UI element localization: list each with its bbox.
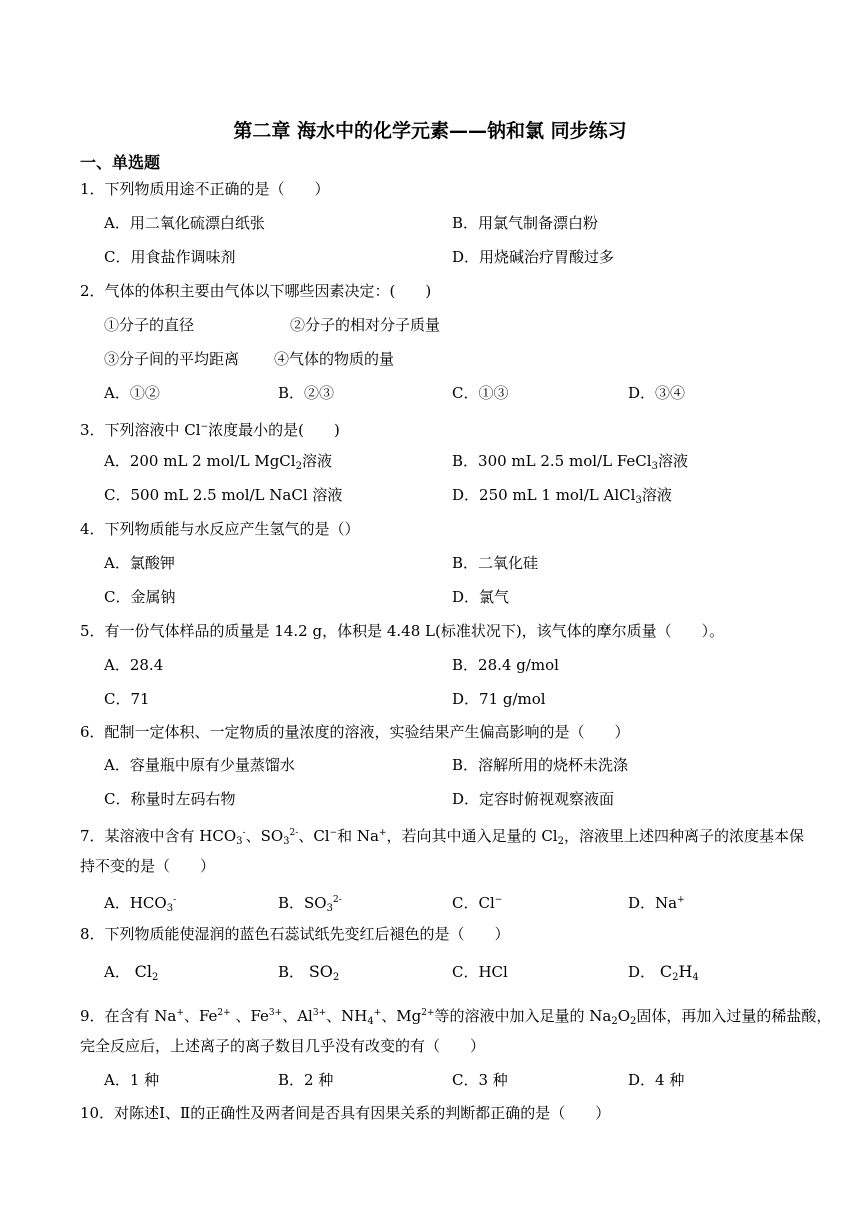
question-1-option-c: C．用食盐作调味剂 [104,248,236,266]
question-3-option-b: B．300 mL 2.5 mol/L FeCl$_3$溶液 [452,452,688,472]
question-8-option-b: B． $SO_2$ [278,962,340,983]
question-6-option-c: C．称量时左码右物 [104,790,236,808]
question-2-option-b: B．②③ [278,384,335,402]
question-8-option-d: D． $C_2H_4$ [628,962,699,983]
question-2-statement-4: ④气体的物质的量 [274,350,395,368]
question-4-option-c: C．金属钠 [104,588,176,606]
question-3-option-d: D．250 mL 1 mol/L AlCl$_3$溶液 [452,486,672,506]
question-9-option-c: C．3 种 [452,1071,508,1089]
question-3-option-c: C．500 mL 2.5 mol/L NaCl 溶液 [104,486,343,504]
question-1-option-d: D．用烧碱治疗胃酸过多 [452,248,615,266]
question-5-option-d: D．71 g/mol [452,690,546,708]
question-7-stem-line-2: 持不变的是（ ） [80,857,216,875]
question-2-statement-1: ①分子的直径 [104,316,195,334]
question-9-option-b: B．2 种 [278,1071,334,1089]
question-5-option-a: A．28.4 [104,656,164,674]
question-7-option-c: C．Cl− [452,894,503,912]
question-3-stem: 3．下列溶液中 Cl−浓度最小的是( ) [80,421,340,439]
question-3-option-a: A．200 mL 2 mol/L MgCl$_2$溶液 [104,452,332,472]
question-4-option-b: B．二氧化硅 [452,554,539,572]
question-1-stem: 1．下列物质用途不正确的是（ ） [80,180,330,198]
question-5-stem: 5．有一份气体样品的质量是 14.2 g，体积是 4.48 L(标准状况下)，该气体的摩尔质量（ ）。 [80,622,725,640]
section-heading: 一、单选题 [80,153,161,172]
question-2-option-d: D．③④ [628,384,686,402]
question-4-option-a: A．氯酸钾 [104,554,175,572]
question-8-stem: 8．下列物质能使湿润的蓝色石蕊试纸先变红后褪色的是（ ） [80,925,510,943]
question-4-option-d: D．氯气 [452,588,510,606]
question-10-stem: 10．对陈述Ⅰ、Ⅱ的正确性及两者间是否具有因果关系的判断都正确的是（ ） [80,1104,611,1122]
question-6-option-a: A．容量瓶中原有少量蒸馏水 [104,756,295,774]
question-2-statement-3: ③分子间的平均距离 [104,350,240,368]
question-6-stem: 6．配制一定体积、一定物质的量浓度的溶液，实验结果产生偏高影响的是（ ） [80,723,630,741]
question-8-option-a: A． $Cl_2$ [104,962,159,983]
question-5-option-c: C．71 [104,690,150,708]
question-6-option-d: D．定容时俯视观察液面 [452,790,615,808]
question-2-stem: 2．气体的体积主要由气体以下哪些因素决定：( ) [80,282,432,300]
question-7-option-d: D．Na+ [628,894,685,912]
question-1-option-b: B．用氯气制备漂白粉 [452,214,599,232]
question-6-option-b: B．溶解所用的烧杯未洗涤 [452,756,629,774]
question-4-stem: 4．下列物质能与水反应产生氢气的是（） [80,520,360,538]
question-7-stem: 7．某溶液中含有 $HCO_3^-$、$SO_3^{2-}$、Cl−和 Na+，若向其中通入足量的 $Cl_2$，溶液里上述四种离子的浓度基本保 [80,827,804,847]
question-2-option-c: C．①③ [452,384,509,402]
question-9-option-d: D．4 种 [628,1071,685,1089]
question-2-statement-2: ②分子的相对分子质量 [290,316,441,334]
question-9-option-a: A．1 种 [104,1071,160,1089]
question-5-option-b: B．28.4 g/mol [452,656,559,674]
page-title: 第二章 海水中的化学元素——钠和氯 同步练习 [233,120,627,142]
question-1-option-a: A．用二氧化硫漂白纸张 [104,214,265,232]
question-8-option-c: C．HCl [452,963,508,981]
question-7-option-b: B．$SO_3^{2-}$ [278,894,342,914]
question-7-option-a: A．$HCO_3^-$ [104,894,177,914]
question-9-stem: 9．在含有 Na+、$Fe^{2+}$ 、$Fe^{3+}$、$Al^{3+}$、$NH_4^+$、$Mg^{2+}$等的溶液中加入足量的 $Na_2O_2$固体，再加入过量的稀盐酸， [80,1007,832,1027]
question-9-stem-line-2: 完全反应后，上述离子的离子数目几乎没有改变的有（ ） [80,1037,486,1055]
question-2-option-a: A．①② [104,384,160,402]
